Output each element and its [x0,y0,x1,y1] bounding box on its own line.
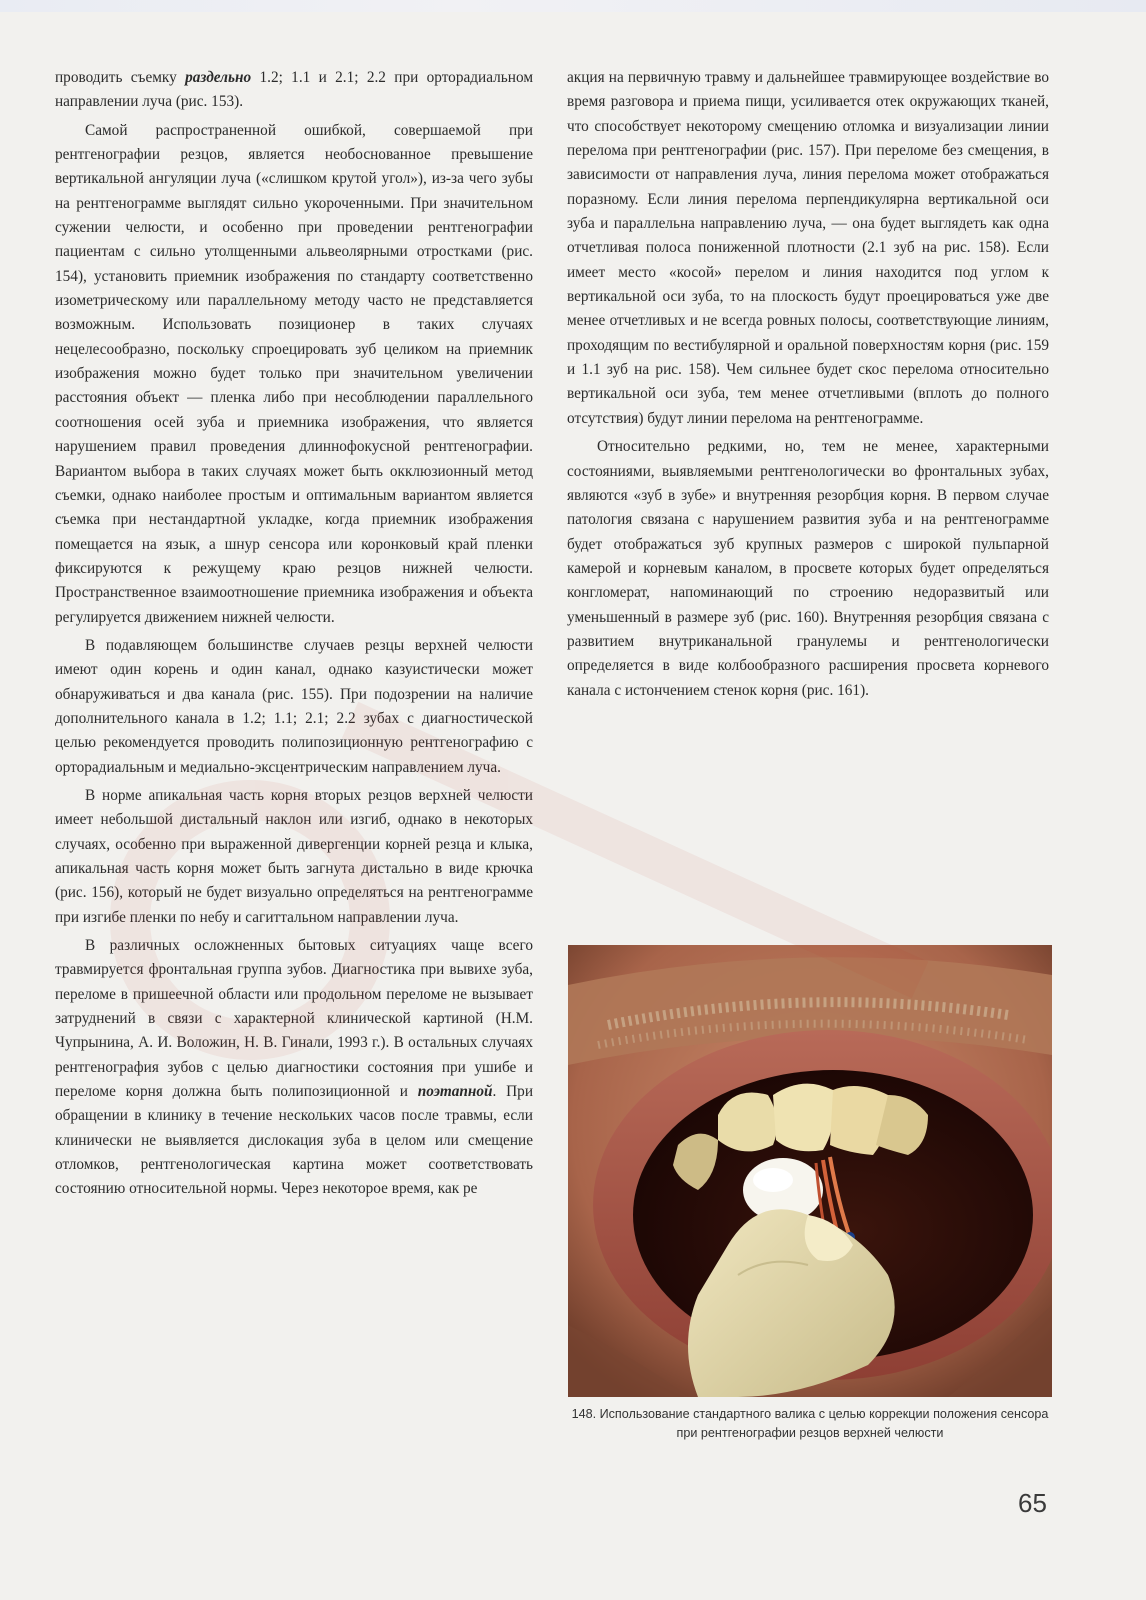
paragraph: Относительно редкими, но, тем не менее, характерными состояниями, выявляемыми рентгенологически во фронтальных зубах, являются «зуб в зубе» и внутренняя резорбция корня. В первом случае патология связана с нарушением развития зуба и на рентгенограмме будет отображаться зуб крупных размеров с широкой пульпарной камерой и корневым каналом, в просвете которых будет определяться конгломерат, напоминающий по строению недоразвитый или уменьшенный в размере зуб (рис. 160). Внутренняя резорбция связана с развитием внутриканальной гранулемы и рентгенологически определяется в виде колбообразного расширения просвета корневого канала с истончением стенок корня (рис. 161). [567,438,1049,699]
paragraph [55,934,533,1202]
text-run: 1.2; 1.1 и 2.1; 2.2 при орторадиальном направлении луча (рис. 153). [55,69,533,111]
text-run: В различных осложненных бытовых ситуациях чаще всего травмируется фронтальная группа зубов. Диагностика при вывихе зуба, переломе в пришеечной области или продольном переломе не вызывает затруднений в связи с характерной клинической картиной (Н.М. Чупрынина, А. И. Воложин, Н. В. Гинали, 1993 г.). В остальных случаях рентгенография зубов с целью диагностики состояния при ушибе и переломе корня должна быть полипозиционной и [55,937,533,1101]
paragraph: В подавляющем большинстве случаев резцы верхней челюсти имеют один корень и один канал, однако казуистически может обнаруживаться и два канала (рис. 155). При подозрении на наличие дополнительного канала в 1.2; 1.1; 2.1; 2.2 зубах с диагностической целью рекомендуется проводить полипозиционную рентгенографию с орторадиальным и медиально-эксцентрическим направлением луча. [55,636,533,776]
figure-photo [568,945,1052,1397]
paragraph: акция на первичную травму и дальнейшее травмирующее воздействие во время разговора и приема пищи, усиливается отек окружающих тканей, что способствует некоторому смещению отломка и визуализации линии перелома при рентгенографии (рис. 157). При переломе без смещения, в зависимости от направления луча, линия перелома может отображаться поразному. Если линия перелома перпендикулярна вертикальной оси зуба и параллельна направлению луча, — она будет выглядеть как одна отчетливая полоса пониженной плотности (2.1 зуб на рис. 158). Если имеет место «косой» перелом и линия находится под углом к вертикальной оси зуба, то на плоскость будут проецироваться уже две менее отчетливых и не всегда ровных полосы, соответствующие линиям, проходящим по вестибулярной и оральной поверхностям корня (рис. 159 и 1.1 зуб на рис. 158). Чем сильнее будет скос перелома относительно вертикальной оси зуба, тем менее отчетливыми (вплоть до полного отсутствия) будут линии перелома на рентгенограмме. [567,69,1049,427]
paragraph [55,66,533,115]
text-run: . При обращении в клинику в течение нескольких часов после травмы, если клинически не выявляется дислокация зуба в целом или смещение отломков, рентгенологическая картина может соответствовать состоянию относительной нормы. Через некоторое время, как ре [55,1083,534,1198]
emphasis-text: раздельно [185,69,252,86]
right-column [567,66,1049,703]
top-band [0,0,1146,12]
paragraph: Самой распространенной ошибкой, совершаемой при рентгенографии резцов, является необоснованное превышение вертикальной ангуляции луча («слишком крутой угол»), из-за чего зубы на рентгенограмме выглядят сильно укороченными. При значительном сужении челюсти, и особенно при проведении рентгенографии пациентам с сильно утолщенными альвеолярными отростками (рис. 154), установить приемник изображения по стандарту соответственно изометрическому или параллельному методу часто не представляется возможным. Использовать позиционер в таких случаях нецелесообразно, поскольку спроецировать зуб целиком на приемник изображения можно будет только при значительном увеличении расстояния объект — пленка либо при несоблюдении параллельного соотношения осей зуба и приемника изображения, что является нарушением правил проведения длиннофокусной рентгенографии. Вариантом выбора в таких случаях может быть окклюзионный метод съемки, однако наиболее простым и оптимальным вариантом является съемка при нестандартной укладке, когда приемник изображения помещается на язык, а шнур сенсора или коронковый край пленки фиксируются к режущему краю резцов нижней челюсти. Пространственное взаимоотношение приемника изображения и объекта регулируется движением нижней челюсти. [55,121,533,626]
page-number: 65 [1018,1488,1047,1518]
paragraph: В норме апикальная часть корня вторых резцов верхней челюсти имеет небольшой дистальный наклон или изгиб, однако в некоторых случаях, особенно при выраженной дивергенции корней резца и клыка, апикальная часть корня может быть загнута дистально в виде крючка (рис. 156), который не будет визуально определяться на рентгенограмме при изгибе пленки по небу и сагиттальном направлении луча. [55,786,533,926]
left-column [55,66,533,1202]
figure-caption: 148. Использование стандартного валика с целью коррекции положения сенсора при рентгенографии резцов верхней челюсти [571,1407,1049,1440]
emphasis-text: поэтапной [417,1083,493,1101]
mouth-photo-illustration [568,945,1052,1397]
text-run: проводить съемку [55,69,186,86]
